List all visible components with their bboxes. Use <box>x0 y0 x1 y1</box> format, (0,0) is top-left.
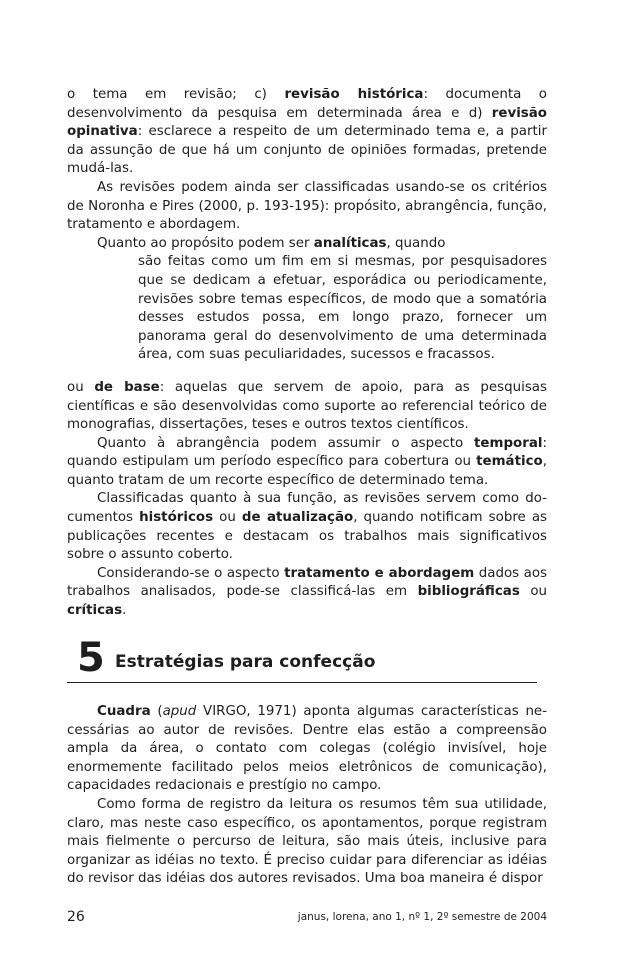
bold-term: históricos <box>139 510 214 526</box>
italic-term: apud <box>162 704 197 719</box>
text-run: As revisões podem ainda ser classificadas usando-se os critérios de Noronha e Pires (2000, p. 193-195): propósito, abrangência, função, tratamento e abordagem. <box>67 179 547 233</box>
body-text-bottom <box>67 703 547 889</box>
body-text-top <box>67 86 547 621</box>
paragraph-p7 <box>67 490 547 564</box>
text-run: Considerando-se o aspecto <box>97 565 285 581</box>
text-run: Quanto à abrangência podem assumir o aspecto <box>97 435 475 451</box>
bold-term: analíticas <box>313 235 387 251</box>
text-run: : esclarece a respeito de um determinado tema e, a partir da assunção de que há um conjunto de opiniões formadas, pretende mudá-las. <box>67 124 547 177</box>
paragraph-p4 <box>138 253 547 365</box>
paragraph-p3 <box>67 235 547 254</box>
text-run: : aquelas que servem de apoio, para as pesquisas científicas e são desenvolvidas como suporte ao referencial teórico de monografias, dissertações, teses e outros textos científicos. <box>67 379 547 433</box>
text-run: o tema em revisão; c) <box>67 87 285 102</box>
text-run: Como forma de registro da leitura os resumos têm sua utilidade, claro, mas neste caso específico, os apontamentos, porque registram mais fielmente o percurso de leitura, são mais úteis, inclusive para organizar as idéias no texto. É preciso cuidar para diferenciar as idéias do revisor das idéias dos autores revisados. Uma boa maneira é dispor <box>67 796 547 887</box>
text-run: : documenta o desenvolvimento da pesquisa em determinada área e d) <box>67 87 548 121</box>
text-run: : quando estipulam um período específico para cobertura ou <box>67 435 547 470</box>
bold-term: revisão opinativa <box>67 105 547 140</box>
section-heading <box>67 636 537 683</box>
section-number: 5 <box>77 635 105 681</box>
text-run: ( <box>150 704 163 719</box>
bold-term: Cuadra <box>97 704 151 719</box>
bold-term: tratamento e abordagem <box>284 565 475 581</box>
text-run: VIRGO, 1971) aponta algumas características ne-cessárias ao autor de revisões. Dentre elas estão a compreensão ampla da área, o contato com colegas (colégio invisível, hoje enormemente facilitado pelos meios eletrônicos de comunicação), capacidades redacionais e prestígio no campo. <box>67 704 548 794</box>
bold-term: temporal <box>474 435 543 451</box>
running-footer: janus, lorena, ano 1, nº 1, 2º semestre de 2004 <box>297 911 547 923</box>
bold-term: críticas <box>67 603 123 619</box>
text-run: . <box>122 603 127 619</box>
page-number: 26 <box>67 909 85 925</box>
text-run: Classificadas quanto à sua função, as revisões servem como do-cumentos <box>67 491 547 526</box>
bold-term: de base <box>94 379 160 395</box>
paragraph-p2 <box>67 179 547 235</box>
section-title: Estratégias para confecção <box>115 652 376 672</box>
bold-term: revisão histórica <box>284 87 424 102</box>
paragraph-p5 <box>67 379 547 435</box>
text-run: , quando <box>386 235 446 251</box>
paragraph-p10 <box>67 796 547 889</box>
text-run: dados aos trabalhos analisados, pode-se classificá-las em <box>67 565 548 600</box>
text-run: Quanto ao propósito podem ser <box>97 235 314 251</box>
bold-term: bibliográficas <box>417 584 520 600</box>
text-run: ou <box>519 584 547 600</box>
paragraph-p1 <box>67 86 547 179</box>
paragraph-p8 <box>67 565 547 621</box>
text-run: , quando notificam sobre as publicações recentes e destacam os trabalhos mais significativos sobre o assunto coberto. <box>67 510 547 563</box>
text-run: ou <box>67 379 95 395</box>
bold-term: de atualização <box>241 510 354 526</box>
text-run: são feitas como um fim em si mesmas, por pesquisadores que se dedicam a efetuar, esporádica ou periodicamente, revisões sobre temas específicos, de modo que a somatória desses estudos possa, em longo prazo, fornecer um panorama geral do desenvolvimento de uma determinada área, com suas peculiaridades, sucessos e fracassos. <box>138 254 547 363</box>
paragraph-p9 <box>67 703 547 796</box>
bold-term: temático <box>476 454 543 470</box>
text-run: ou <box>213 510 242 526</box>
paragraph-p6 <box>67 435 547 491</box>
text-run: , quanto tratam de um recorte específico de determinado tema. <box>67 454 547 488</box>
